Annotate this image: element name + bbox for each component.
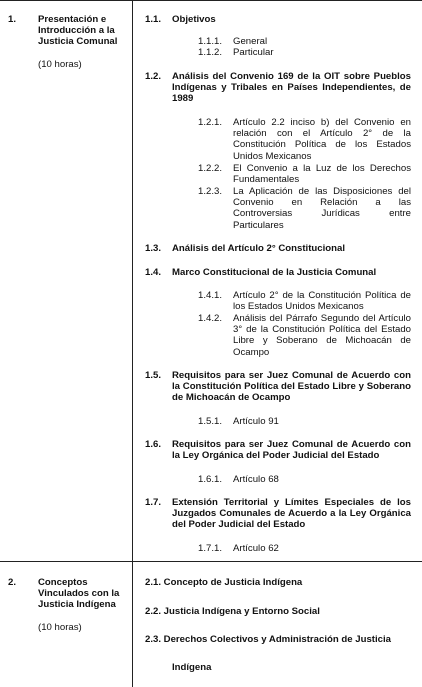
section-title: Análisis del Artículo 2° Constitucional <box>172 243 345 254</box>
section-title: Extensión Territorial y Límites Especiales de los Juzgados Comunales de Acuerdo a la Ley Orgánica del Poder Judicial del Estado <box>172 497 411 531</box>
section-heading-continuation: Indígena <box>172 662 212 673</box>
topic-hours: (10 horas) <box>38 621 82 633</box>
subsection-item <box>198 290 411 312</box>
topic-name: Conceptos Vinculados con la Justicia Indígena <box>38 577 120 611</box>
subsection-item <box>198 47 411 58</box>
section-heading <box>145 497 411 531</box>
subsection-item <box>198 416 411 427</box>
section-number: 1.6. <box>145 439 162 450</box>
subsection-number: 1.1.1. <box>198 36 223 47</box>
section-heading <box>145 243 411 254</box>
section-number: 1.7. <box>145 497 162 508</box>
subsection-item <box>198 543 411 554</box>
section-heading: 2.3. Derechos Colectivos y Administración de Justicia <box>145 634 391 645</box>
subsection-text: Artículo 62 <box>233 543 279 554</box>
column-divider <box>132 0 133 687</box>
section-title: Análisis del Convenio 169 de la OIT sobre Pueblos Indígenas y Tribales en Países Independientes, de 1989 <box>172 71 411 105</box>
subsection-number: 1.4.1. <box>198 290 223 301</box>
subsection-text: El Convenio a la Luz de los Derechos Fundamentales <box>233 163 411 186</box>
section-heading <box>145 14 411 25</box>
section-title: Objetivos <box>172 14 216 25</box>
section-heading <box>145 267 411 278</box>
subsection-text: Particular <box>233 47 274 58</box>
subsection-item <box>198 36 411 47</box>
row-divider <box>0 561 422 562</box>
subsection-number: 1.7.1. <box>198 543 223 554</box>
subsection-item <box>198 186 411 231</box>
subsection-text: La Aplicación de las Disposiciones del Convenio en Relación a las Controversias Jurídicas entre Particulares <box>233 186 411 231</box>
section-title: Requisitos para ser Juez Comunal de Acuerdo con la Ley Orgánica del Poder Judicial del Estado <box>172 439 411 462</box>
subsection-number: 1.6.1. <box>198 474 223 485</box>
subsection-number: 1.2.2. <box>198 163 223 174</box>
section-heading: 2.1. Concepto de Justicia Indígena <box>145 577 303 588</box>
section-heading <box>145 71 411 105</box>
section-heading <box>145 439 411 461</box>
section-number: 1.4. <box>145 267 162 278</box>
section-number: 1.1. <box>145 14 162 25</box>
section-heading: 2.2. Justicia Indígena y Entorno Social <box>145 606 320 617</box>
subsection-number: 1.1.2. <box>198 47 223 58</box>
section-number: 1.5. <box>145 370 162 381</box>
section-number: 1.3. <box>145 243 162 254</box>
topic-hours: (10 horas) <box>38 58 82 70</box>
topic-number: 1. <box>8 14 17 25</box>
topic-1-cell <box>8 14 126 70</box>
topic-number: 2. <box>8 577 17 588</box>
section-heading <box>145 370 411 404</box>
subsection-item <box>198 313 411 358</box>
subsection-text: Artículo 2.2 inciso b) del Convenio en relación con el Artículo 2° de la Constitución Política de los Estados Unidos Mexicanos <box>233 117 411 162</box>
subsection-item <box>198 474 411 485</box>
section-title: Marco Constitucional de la Justicia Comunal <box>172 267 377 278</box>
subsection-text: Artículo 68 <box>233 474 279 485</box>
subsection-text: Artículo 91 <box>233 416 279 427</box>
section-number: 1.2. <box>145 71 162 82</box>
section-title: Requisitos para ser Juez Comunal de Acuerdo con la Constitución Política del Estado Libre y Soberano de Michoacán de Ocampo <box>172 370 411 404</box>
topic-2-cell <box>8 577 126 633</box>
subsection-item <box>198 117 411 162</box>
topic-name: Presentación e Introducción a la Justicia Comunal <box>38 14 118 48</box>
subsection-text: Análisis del Párrafo Segundo del Artículo 3° de la Constitución Política del Estado Libre y Soberano de Michoacán de Ocampo <box>233 313 411 358</box>
subsection-text: Artículo 2° de la Constitución Política de los Estados Unidos Mexicanos <box>233 290 411 313</box>
subsection-number: 1.2.3. <box>198 186 223 197</box>
subsection-item <box>198 163 411 185</box>
subsection-text: General <box>233 36 268 47</box>
subsection-number: 1.4.2. <box>198 313 223 324</box>
subsection-number: 1.2.1. <box>198 117 223 128</box>
table-top-border <box>0 0 422 1</box>
subsection-number: 1.5.1. <box>198 416 223 427</box>
